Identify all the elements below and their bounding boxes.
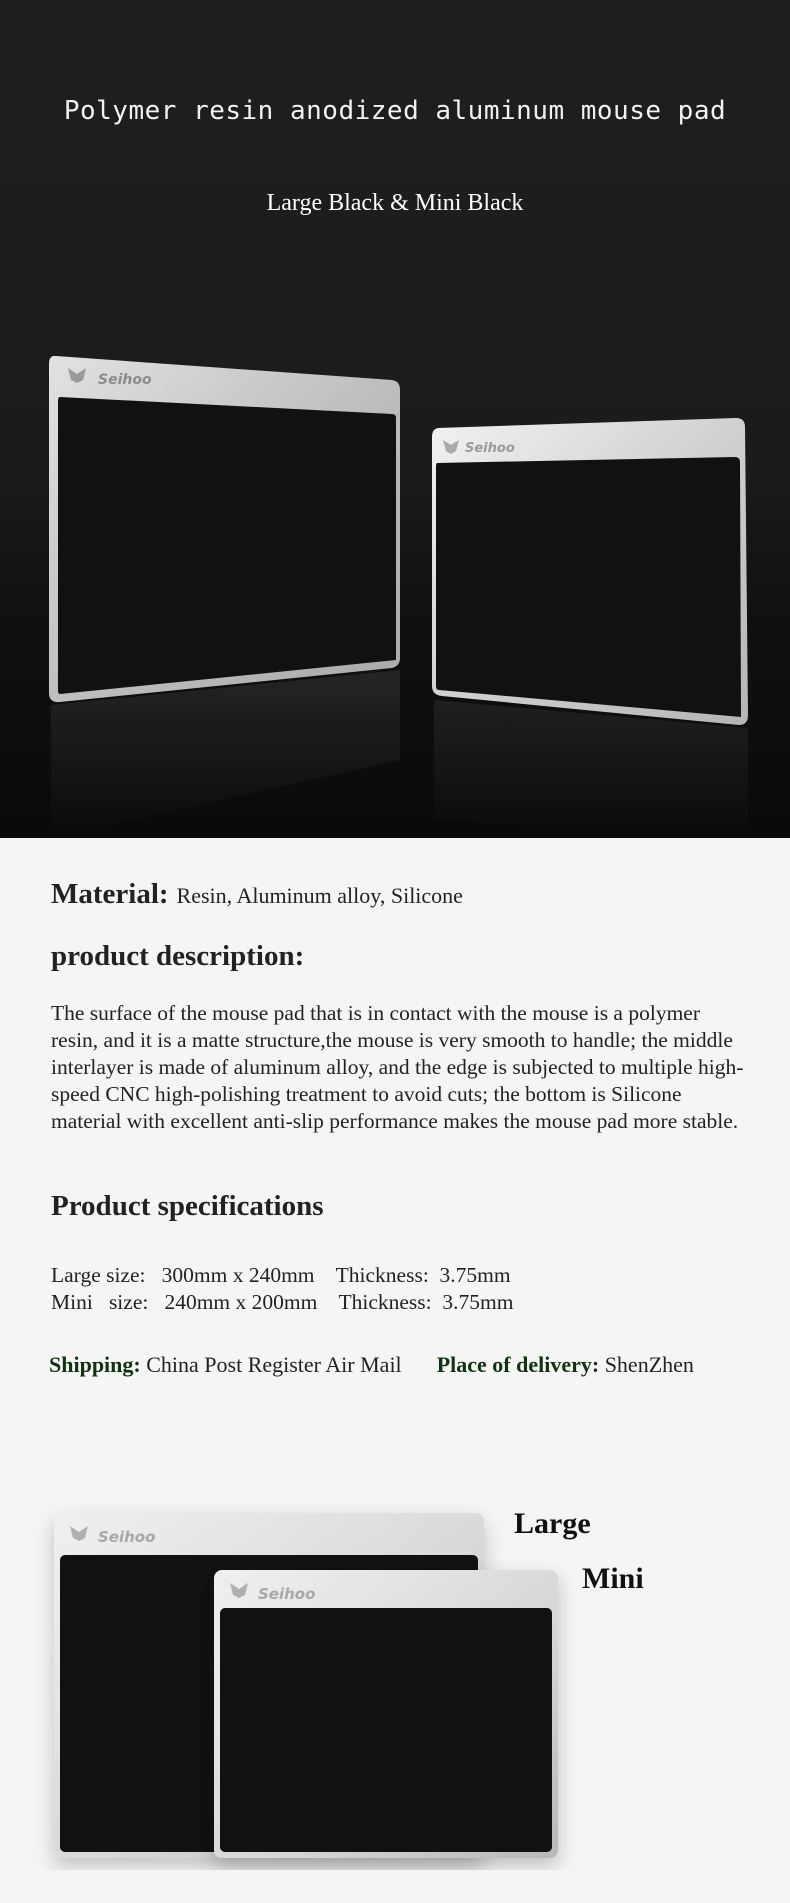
spec-mini: Mini size: 240mm x 200mm Thickness: 3.75mm (51, 1290, 514, 1314)
size-comparison-image (0, 1490, 790, 1870)
page-title: Polymer resin anodized aluminum mouse pad (63, 96, 727, 126)
material-line (51, 878, 463, 911)
mini-pad-brand: Seihoo (258, 1585, 316, 1603)
shipping-value: China Post Register Air Mail (146, 1352, 402, 1377)
shipping-label: Shipping: (49, 1352, 141, 1377)
size-label-mini: Mini (582, 1562, 644, 1595)
description-heading: product description: (51, 940, 305, 972)
large-pad-brand: Seihoo (98, 1528, 156, 1546)
delivery-label: Place of delivery: (436, 1352, 600, 1377)
specifications-heading: Product specifications (51, 1190, 324, 1222)
size-label-large: Large (514, 1507, 591, 1540)
hero-banner (0, 0, 790, 838)
hero-mini-brand: Seihoo (465, 441, 515, 456)
hero-large-brand: Seihoo (98, 372, 152, 388)
page-subtitle: Large Black & Mini Black (266, 190, 524, 216)
material-value: Resin, Aluminum alloy, Silicone (176, 883, 463, 908)
material-label: Material: (51, 878, 169, 910)
delivery-value: ShenZhen (604, 1352, 694, 1377)
description-text: The surface of the mouse pad that is in contact with the mouse is a polymer resin, and it is a matte structure,the mouse is very smooth to handle; the middle interlayer is made of aluminum alloy, and the edge is subjected to multiple high-speed CNC high-polishing treatment to avoid cuts; the bottom is Silicone material with excellent anti-slip performance makes the mouse pad more stable. (51, 1001, 744, 1133)
spec-large: Large size: 300mm x 240mm Thickness: 3.75mm (51, 1263, 511, 1287)
shipping-line (49, 1352, 694, 1378)
